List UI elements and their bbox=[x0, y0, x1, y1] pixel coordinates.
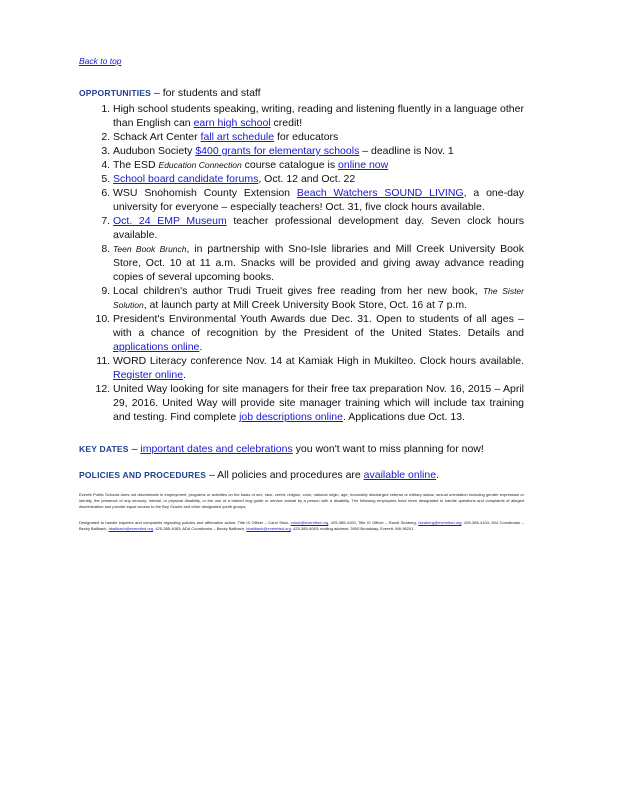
opportunity-link[interactable]: Oct. 24 EMP Museum bbox=[113, 215, 227, 227]
contact-statement bbox=[79, 520, 524, 532]
opportunity-text: . bbox=[199, 341, 203, 353]
opportunity-text: , a one-day university for everyone – especially teachers! Oct. 31, five clock hours available. bbox=[113, 187, 525, 213]
key-dates-text: you won't want to miss planning for now! bbox=[292, 443, 484, 455]
opportunities-subtitle: – for students and staff bbox=[151, 87, 261, 99]
opportunity-text: credit! bbox=[270, 117, 303, 129]
opportunity-text: President's Environmental Youth Awards due Dec. 31. Open to students of all ages – with a chance of recognition by the President of the United States. Details and bbox=[113, 313, 524, 339]
email-link-2[interactable]: rseaberg@everettsd.org bbox=[418, 520, 462, 525]
nondiscrimination-statement: Everett Public Schools does not discriminate in employment, programs or activities on the basis of sex, race, creed, religion, color, national origin, age, honorably discharged veteran or military status, sexual orientation including gender expression or identity, the presence of any sensory, mental, or physical disability, or the use of a trained dog guide or service animal by a person with a disability. The following employees have been designated to handle questions and complaints of alleged discrimination and provide equal access to the Boy Scouts and other designated youth groups. bbox=[79, 492, 524, 509]
back-to-top-link[interactable]: Back to top bbox=[79, 56, 122, 66]
opportunity-item bbox=[113, 242, 524, 284]
opportunity-text: Local children's author Trudi Trueit gives free reading from her new book, bbox=[113, 285, 483, 297]
policies-period: . bbox=[436, 469, 439, 481]
opportunity-text: The ESD bbox=[113, 159, 159, 171]
opportunity-link[interactable]: Beach Watchers SOUND LIVING bbox=[296, 187, 464, 199]
opportunity-item bbox=[113, 158, 524, 172]
opportunities-list bbox=[79, 102, 524, 424]
opportunity-text: . bbox=[183, 369, 186, 381]
opportunity-text: United Way looking for site managers for their free tax preparation Nov. 16, 2015 – April 29, 2016. United Way will provide site manager training which will include tax training and testing. Find complete bbox=[113, 383, 524, 423]
opportunity-text: . Applications due Oct. 13. bbox=[342, 411, 465, 423]
email-link-1[interactable]: cstolz@everettsd.org bbox=[290, 520, 329, 525]
contact-text-3: , 425-385-4104; 504 Coordinator – Becky Ballbach, bbox=[79, 520, 524, 531]
key-dates-section bbox=[79, 442, 524, 456]
opportunity-text: WSU Snohomish County Extension bbox=[113, 187, 297, 199]
opportunity-italic-title: Education Connection bbox=[158, 160, 242, 170]
key-dates-title: KEY DATES bbox=[79, 444, 129, 454]
opportunity-link[interactable]: applications online bbox=[113, 341, 200, 353]
opportunity-text: Audubon Society bbox=[113, 145, 196, 157]
opportunities-section bbox=[79, 86, 524, 424]
opportunity-item bbox=[113, 382, 524, 424]
opportunity-item bbox=[113, 186, 524, 214]
contact-text-2: , 425-385-4100; Title IX Officer – Randi Seaberg, bbox=[328, 520, 419, 525]
opportunity-text: teacher professional development day. Seven clock hours available. bbox=[113, 215, 524, 241]
opportunity-item bbox=[113, 144, 524, 158]
opportunity-text: Schack Art Center bbox=[113, 131, 201, 143]
policies-title: POLICIES AND PROCEDURES bbox=[79, 470, 207, 480]
email-link-4[interactable]: bballbach@everettsd.org bbox=[246, 526, 291, 531]
opportunity-text: – deadline is Nov. 1 bbox=[359, 145, 454, 157]
opportunity-text: course catalogue is bbox=[241, 159, 339, 171]
policies-text: – All policies and procedures are bbox=[206, 469, 364, 481]
email-link-3[interactable]: bballbach@everettsd.org bbox=[108, 526, 154, 531]
opportunity-item bbox=[113, 354, 524, 382]
opportunity-link[interactable]: $400 grants for elementary schools bbox=[195, 145, 360, 157]
opportunity-item bbox=[113, 172, 524, 186]
opportunity-link[interactable]: fall art schedule bbox=[200, 131, 275, 143]
opportunity-text: for educators bbox=[274, 131, 339, 143]
opportunity-text: , Oct. 12 and Oct. 22 bbox=[258, 173, 356, 185]
opportunity-item bbox=[113, 102, 524, 130]
contact-text-5: , 425-385-4063; mailing address: 3900 Broadway, Everett, WA 98201. bbox=[290, 526, 415, 531]
opportunities-heading bbox=[79, 86, 524, 100]
contact-text-1: Designated to handle inquiries and complaints regarding policies and affirmative action: Title IX Officer – Carol Stolz, bbox=[79, 520, 291, 525]
opportunity-italic-title: Teen Book Brunch bbox=[113, 244, 187, 254]
opportunity-text: WORD Literacy conference Nov. 14 at Kamiak High in Mukilteo. Clock hours available. bbox=[113, 355, 524, 367]
opportunity-item bbox=[113, 214, 524, 242]
opportunity-item bbox=[113, 130, 524, 144]
policies-section bbox=[79, 468, 524, 482]
opportunity-text: , at launch party at Mill Creek University Book Store, Oct. 16 at 7 p.m. bbox=[143, 299, 468, 311]
key-dates-dash: – bbox=[128, 443, 141, 455]
key-dates-link[interactable]: important dates and celebrations bbox=[140, 443, 293, 455]
opportunities-title: OPPORTUNITIES bbox=[79, 88, 152, 98]
opportunity-link[interactable]: Register online bbox=[113, 369, 184, 381]
opportunity-item bbox=[113, 284, 524, 312]
opportunity-italic-title: The Sister Solution bbox=[113, 286, 524, 310]
policies-link[interactable]: available online bbox=[363, 469, 437, 481]
opportunity-item bbox=[113, 312, 524, 354]
opportunity-text: , in partnership with Sno-Isle libraries and Mill Creek University Book Store, Oct. 10 at 11 a.m. Snacks will be provided and giving away advance reading copies of several upcoming books. bbox=[113, 243, 524, 283]
newsletter-content bbox=[79, 54, 524, 542]
opportunity-link[interactable]: job descriptions online bbox=[239, 411, 343, 423]
contact-text-4: , 425-385-4063; ADA Coordinator – Becky Ballbach, bbox=[153, 526, 247, 531]
opportunity-link[interactable]: online now bbox=[338, 159, 389, 171]
opportunity-link[interactable]: School board candidate forums bbox=[113, 173, 259, 185]
opportunity-text: High school students speaking, writing, reading and listening fluently in a language other than English can bbox=[113, 103, 524, 129]
opportunity-link[interactable]: earn high school bbox=[193, 117, 271, 129]
